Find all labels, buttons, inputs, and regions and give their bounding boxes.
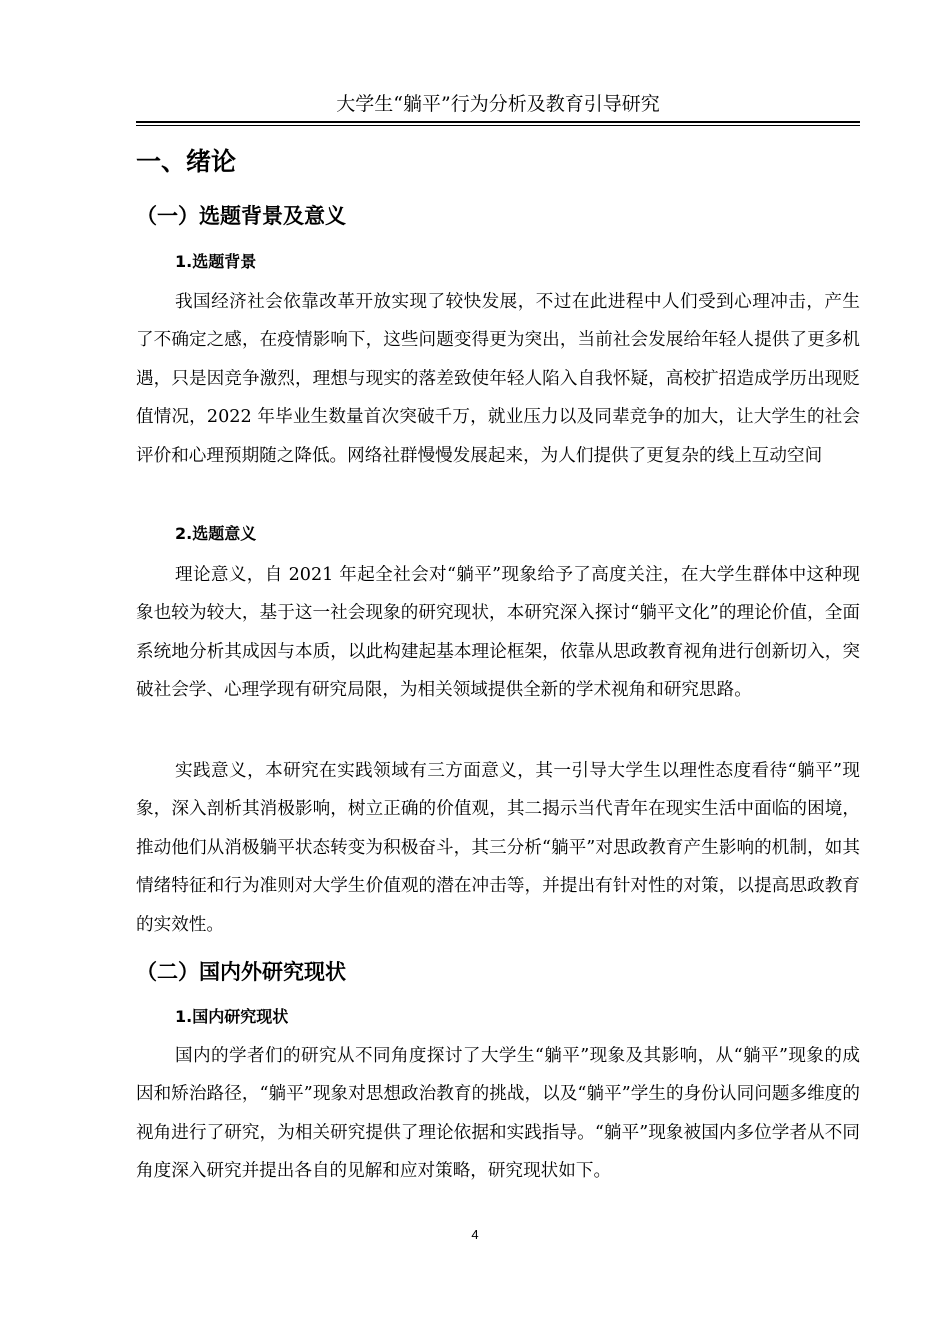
paragraph-practical-significance: 实践意义，本研究在实践领域有三方面意义，其一引导大学生以理性态度看待“躺平”现象，深入剖析其消极影响，树立正确的价值观，其二揭示当代青年在现实生活中面临的困境，推动他们从消极躺平状态转变为积极奋斗，其三分析“躺平”对思政教育产生影响的机制，如其情绪特征和行为准则对大学生价值观的潜在冲击等，并提出有针对性的对策，以提高思政教育的实效性。: [136, 761, 860, 935]
paragraph-theoretical-significance: 理论意义，自 2021 年起全社会对“躺平”现象给予了高度关注，在大学生群体中这种现象也较为较大，基于这一社会现象的研究现状，本研究深入探讨“躺平文化”的理论价值，全面系统地分析其成因与本质，以此构建起基本理论框架，依靠从思政教育视角进行创新切入，突破社会学、心理学现有研究局限，为相关领域提供全新的学术视角和研究思路。: [136, 565, 860, 701]
header-rule-thick: [136, 121, 860, 123]
subsection-heading-significance: 2.选题意义: [175, 524, 257, 543]
section-heading-research-status: （二）国内外研究现状: [136, 960, 346, 984]
paragraph-domestic-status: 国内的学者们的研究从不同角度探讨了大学生“躺平”现象及其影响，从“躺平”现象的成因和矫治路径，“躺平”现象对思想政治教育的挑战，以及“躺平”学生的身份认同问题多维度的视角进行了研究，为相关研究提供了理论依据和实践指导。“躺平”现象被国内多位学者从不同角度深入研究并提出各自的见解和应对策略，研究现状如下。: [136, 1046, 860, 1182]
paragraph-background: 我国经济社会依靠改革开放实现了较快发展，不过在此进程中人们受到心理冲击，产生了不确定之感，在疫情影响下，这些问题变得更为突出，当前社会发展给年轻人提供了更多机遇，只是因竞争激烈，理想与现实的落差致使年轻人陷入自我怀疑，高校扩招造成学历出现贬值情况，2022 年毕业生数量首次突破千万，就业压力以及同辈竞争的加大，让大学生的社会评价和心理预期随之降低。网络社群慢慢发展起来，为人们提供了更复杂的线上互动空间: [136, 292, 860, 466]
chapter-heading: 一、绪论: [136, 147, 237, 176]
page-number: 4: [471, 1227, 479, 1242]
running-header: 大学生“躺平”行为分析及教育引导研究: [336, 93, 660, 115]
subsection-heading-background: 1.选题背景: [175, 252, 257, 271]
header-rule-thin: [136, 125, 860, 126]
section-heading-background: （一）选题背景及意义: [136, 204, 346, 228]
subsection-heading-domestic: 1.国内研究现状: [175, 1007, 289, 1026]
